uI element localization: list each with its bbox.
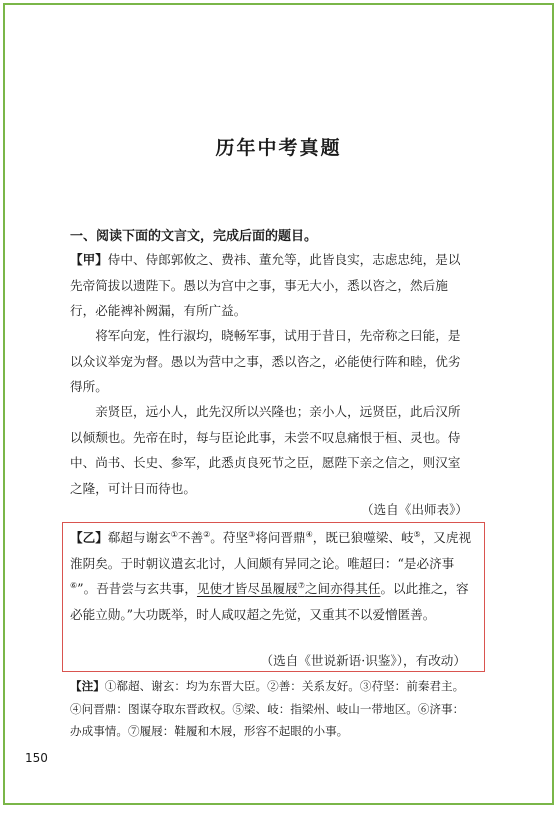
notes-text: ①郗超、谢玄：均为东晋大臣。②善：关系友好。③苻坚：前秦君主。④问晋鼎：图谋夺取东晋政权。⑤梁、岐：指梁州、岐山一带地区。⑥济事：办成事情。⑦履屐：鞋履和木屐，形容不起眼的小事。 xyxy=(70,679,465,738)
underlined-text: 之间亦得其任 xyxy=(304,581,381,596)
yi-text: 不善 xyxy=(177,530,204,545)
textbook-page xyxy=(3,3,554,805)
footnote-marker: ③ xyxy=(248,529,256,539)
jia-paragraph-1 xyxy=(70,247,470,324)
jia-tag: 【甲】 xyxy=(70,252,108,267)
page-number: 150 xyxy=(25,751,48,765)
underlined-sentence xyxy=(197,581,380,596)
yi-paragraph xyxy=(70,525,475,627)
yi-text: 郗超与谢玄 xyxy=(107,530,171,545)
notes-tag: 【注】 xyxy=(70,679,105,693)
footnote-marker: ⑦ xyxy=(297,580,305,590)
yi-text: 。苻坚 xyxy=(210,530,249,545)
yi-text: ，既已狼噬梁、岐 xyxy=(312,530,414,545)
footnote-marker: ② xyxy=(203,529,211,539)
jia-source: （选自《出师表》） xyxy=(360,502,468,517)
yi-text: ，又虎视淮阴矣。于时朝议遣玄北讨，人间颇有异同之论。唯超曰：“是必济事 xyxy=(70,530,472,571)
yi-source: （选自《世说新语·识鉴》），有改动） xyxy=(260,653,466,668)
yi-tag: 【乙】 xyxy=(70,530,108,545)
jia-paragraph-3: 亲贤臣，远小人，此先汉所以兴隆也；亲小人，远贤臣，此后汉所以倾颓也。先帝在时，每与臣论此事，未尝不叹息痛恨于桓、灵也。侍中、尚书、长史、参军，此悉贞良死节之臣，愿陛下亲之信之，则汉室之隆，可计日而待也。 xyxy=(70,404,461,496)
footnote-marker: ① xyxy=(170,529,178,539)
question-heading: 一、阅读下面的文言文，完成后面的题目。 xyxy=(70,229,318,244)
footnote-marker: ④ xyxy=(305,529,313,539)
jia-p1-text: 侍中、侍郎郭攸之、费祎、董允等，此皆良实，志虑忠纯，是以先帝简拔以遗陛下。愚以为宫中之事，事无大小，悉以咨之，然后施行，必能裨补阙漏，有所广益。 xyxy=(70,252,461,318)
footnote-marker: ⑥ xyxy=(70,580,78,590)
yi-text: ”。吾昔尝与玄共事， xyxy=(77,581,197,596)
underlined-text: 见使才皆尽虽履屐 xyxy=(196,581,298,596)
footnote-marker: ⑤ xyxy=(413,529,421,539)
footnotes xyxy=(70,675,475,743)
yi-text: 将问晋鼎 xyxy=(255,530,306,545)
yi-text: 。以此推之，容必能立勋。”大功既举，时人咸叹超之先觉，又重其不以爱憎匿善。 xyxy=(70,581,469,622)
page-title: 历年中考真题 xyxy=(215,137,342,159)
jia-paragraph-2: 将军向宠，性行淑均，晓畅军事，试用于昔日，先帝称之曰能，是以众议举宠为督。愚以为营中之事，悉以咨之，必能使行阵和睦，优劣得所。 xyxy=(70,328,461,394)
